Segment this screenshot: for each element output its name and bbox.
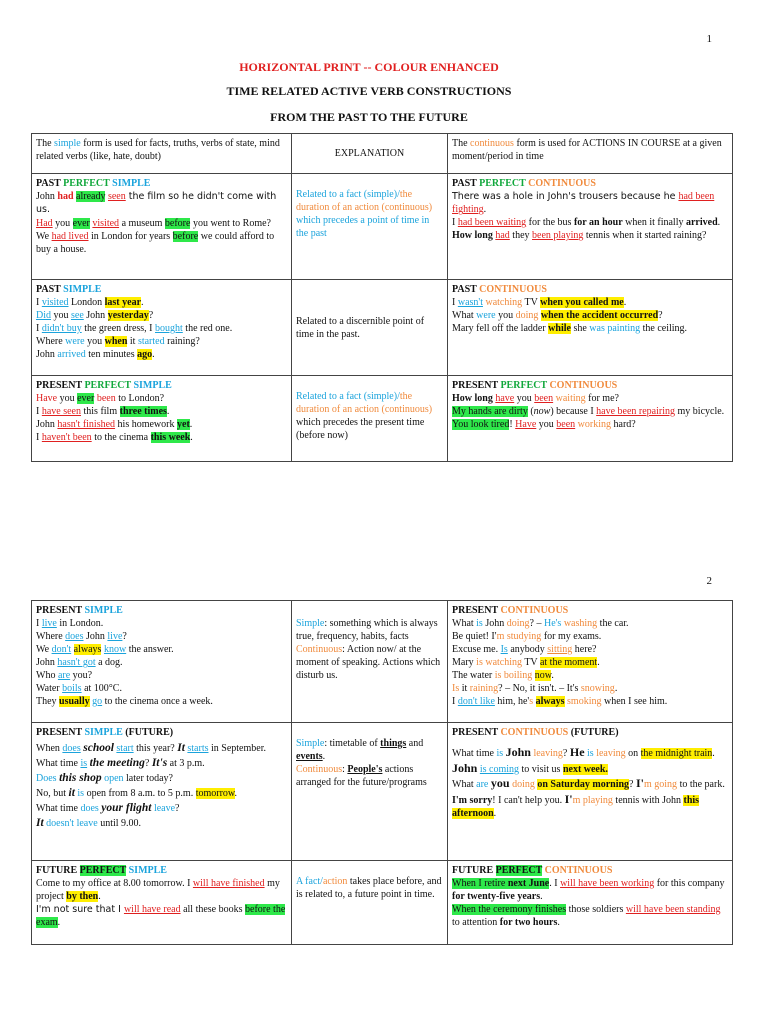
present-simple-future-explanation: Simple: timetable of things and events. Continuous: People's actions arranged for the future/programs xyxy=(292,723,448,861)
present-simple-future-cell xyxy=(32,723,292,861)
table-row xyxy=(32,723,733,861)
row-label: PRESENT SIMPLE (FUTURE) xyxy=(36,727,174,738)
page-number-1: 1 xyxy=(706,33,712,45)
example-sentence: Mary fell off the ladder while she was painting the ceiling. xyxy=(452,323,688,334)
doc-subtitle-2: FROM THE PAST TO THE FUTURE xyxy=(270,110,468,124)
future-perfect-continuous-cell xyxy=(448,861,733,945)
past-perfect-simple-cell xyxy=(32,174,292,280)
example-sentence: We don't always know the answer. xyxy=(36,644,174,655)
present-simple-cell xyxy=(32,601,292,723)
example-sentence: What time is the meeting? It's at 3 p.m. xyxy=(36,756,205,769)
present-perfect-continuous-cell xyxy=(448,376,733,462)
present-simple-explanation: Simple: something which is always true, frequency, habits, facts Continuous: Action now/ at the moment of speaking. Actions which disturb us. xyxy=(292,601,448,723)
example-sentence: How long had they been playing tennis when it started raining? xyxy=(452,230,707,242)
future-perfect-explanation: A fact/action takes place before, and is related to, a future point in time. xyxy=(292,861,448,945)
example-sentence: Who are you? xyxy=(36,670,93,681)
example-sentence: Come to my office at 8.00 tomorrow. I will have finished my project by then. xyxy=(36,878,280,902)
example-sentence: What were you doing when the accident occurred? xyxy=(452,310,663,321)
example-sentence: What is John doing? – He's washing the car. xyxy=(452,618,629,629)
row-label: PRESENT CONTINUOUS (FUTURE) xyxy=(452,727,619,738)
example-sentence: The water is boiling now. xyxy=(452,670,554,681)
example-sentence: What are you doing on Saturday morning? I'm going to the park. xyxy=(452,776,725,791)
row-label: PAST CONTINUOUS xyxy=(452,284,547,295)
example-sentence: Does this shop open later today? xyxy=(36,771,173,784)
example-sentence: I'm not sure that I will have read all these books before the exam. xyxy=(36,904,286,929)
example-sentence: It doesn't leave until 9.00. xyxy=(36,816,142,829)
doc-title: HORIZONTAL PRINT -- COLOUR ENHANCED xyxy=(239,60,499,74)
row-label: FUTURE PERFECT SIMPLE xyxy=(36,865,167,876)
past-simple-cell xyxy=(32,280,292,376)
example-sentence: I don't like him, he's always smoking when I see him. xyxy=(452,696,668,707)
past-simple-explanation: Related to a discernible point of time in the past. xyxy=(292,280,448,376)
past-perfect-explanation: Related to a fact (simple)/the duration of an action (continuous) which precedes a point of time in the past xyxy=(292,174,448,280)
example-sentence: What time does your flight leave? xyxy=(36,801,180,814)
table-row xyxy=(32,376,733,462)
example-sentence: I visited London last year. xyxy=(36,297,144,308)
header-continuous: The continuous form is used for ACTIONS IN COURSE at a given moment/period in time xyxy=(448,134,733,174)
present-perfect-explanation: Related to a fact (simple)/the duration of an action (continuous) which precedes the present time (before now) xyxy=(292,376,448,462)
example-sentence: What time is John leaving? He is leaving on the midnight train. xyxy=(452,745,715,759)
row-label: PRESENT PERFECT CONTINUOUS xyxy=(452,380,618,391)
example-sentence: No, but it is open from 8 a.m. to 5 p.m. tomorrow. xyxy=(36,786,238,799)
example-sentence: I didn't buy the green dress, I bought the red one. xyxy=(36,323,233,334)
row-label: FUTURE PERFECT CONTINUOUS xyxy=(452,865,613,876)
example-sentence: I had been waiting for the bus for an hour when it finally arrived. xyxy=(452,217,721,229)
example-sentence: I have seen this film three times. xyxy=(36,406,170,417)
example-sentence: I live in London. xyxy=(36,618,104,629)
row-label: PAST PERFECT SIMPLE xyxy=(36,178,151,189)
example-sentence: When the ceremony finishes those soldiers will have been standing to attention for two hours. xyxy=(452,904,721,928)
row-label: PRESENT PERFECT SIMPLE xyxy=(36,380,172,391)
example-sentence: John had already seen the film so he didn't come with us. xyxy=(36,191,277,216)
table-row xyxy=(32,601,733,723)
example-sentence: Have you ever been to London? xyxy=(36,393,165,404)
table-row xyxy=(32,280,733,376)
table-row xyxy=(32,174,733,280)
future-perfect-simple-cell xyxy=(32,861,292,945)
example-sentence: There was a hole in John's trousers because he had been fighting. xyxy=(452,191,715,216)
example-sentence: Mary is watching TV at the moment. xyxy=(452,657,600,668)
past-continuous-cell xyxy=(448,280,733,376)
row-label: PAST SIMPLE xyxy=(36,284,102,295)
table-row xyxy=(32,861,733,945)
example-sentence: John is coming to visit us next week. xyxy=(452,760,608,775)
example-sentence: John hasn't got a dog. xyxy=(36,657,123,668)
example-sentence: I wasn't watching TV when you called me. xyxy=(452,297,627,308)
example-sentence: Had you ever visited a museum before you went to Rome? xyxy=(36,217,271,229)
example-sentence: I'm sorry! I can't help you. I'm playing tennis with John this afternoon. xyxy=(452,791,700,820)
example-sentence: Be quiet! I'm studying for my exams. xyxy=(452,631,602,642)
example-sentence: My hands are dirty (now) because I have been repairing my bicycle. xyxy=(452,406,725,417)
example-sentence: When does school start this year? It starts in September. xyxy=(36,742,266,754)
row-label: PAST PERFECT CONTINUOUS xyxy=(452,178,596,189)
example-sentence: Where does John live? xyxy=(36,631,127,642)
example-sentence: Excuse me. Is anybody sitting here? xyxy=(452,644,597,655)
example-sentence: We had lived in London for years before we could afford to buy a house. xyxy=(36,230,275,255)
example-sentence: Did you see John yesterday? xyxy=(36,310,154,321)
example-sentence: You look tired! Have you been working hard? xyxy=(452,419,636,430)
example-sentence: How long have you been waiting for me? xyxy=(452,393,619,404)
table-header-row xyxy=(32,134,733,174)
present-continuous-future-cell xyxy=(448,723,733,861)
header-explanation: EXPLANATION xyxy=(292,134,448,174)
row-label: PRESENT CONTINUOUS xyxy=(452,605,569,616)
example-sentence: Where were you when it started raining? xyxy=(36,336,200,347)
example-sentence: I haven't been to the cinema this week. xyxy=(36,432,193,443)
example-sentence: John hasn't finished his homework yet. xyxy=(36,419,193,430)
example-sentence: When I retire next June. I will have been working for this company for twenty-five years. xyxy=(452,878,725,902)
present-perfect-simple-cell xyxy=(32,376,292,462)
example-sentence: Water boils at 100°C. xyxy=(36,683,122,694)
example-sentence: They usually go to the cinema once a week. xyxy=(36,696,213,707)
page-number-2: 2 xyxy=(706,575,712,587)
example-sentence: Is it raining? – No, it isn't. – It's snowing. xyxy=(452,683,618,694)
present-continuous-cell xyxy=(448,601,733,723)
verb-table-page-1 xyxy=(31,133,733,462)
verb-table-page-2 xyxy=(31,600,733,945)
row-label: PRESENT SIMPLE xyxy=(36,605,123,616)
past-perfect-continuous-cell xyxy=(448,174,733,280)
example-sentence: John arrived ten minutes ago. xyxy=(36,349,155,360)
doc-subtitle: TIME RELATED ACTIVE VERB CONSTRUCTIONS xyxy=(226,84,512,98)
header-simple: The simple form is used for facts, truths, verbs of state, mind related verbs (like, hate, doubt) xyxy=(32,134,292,174)
